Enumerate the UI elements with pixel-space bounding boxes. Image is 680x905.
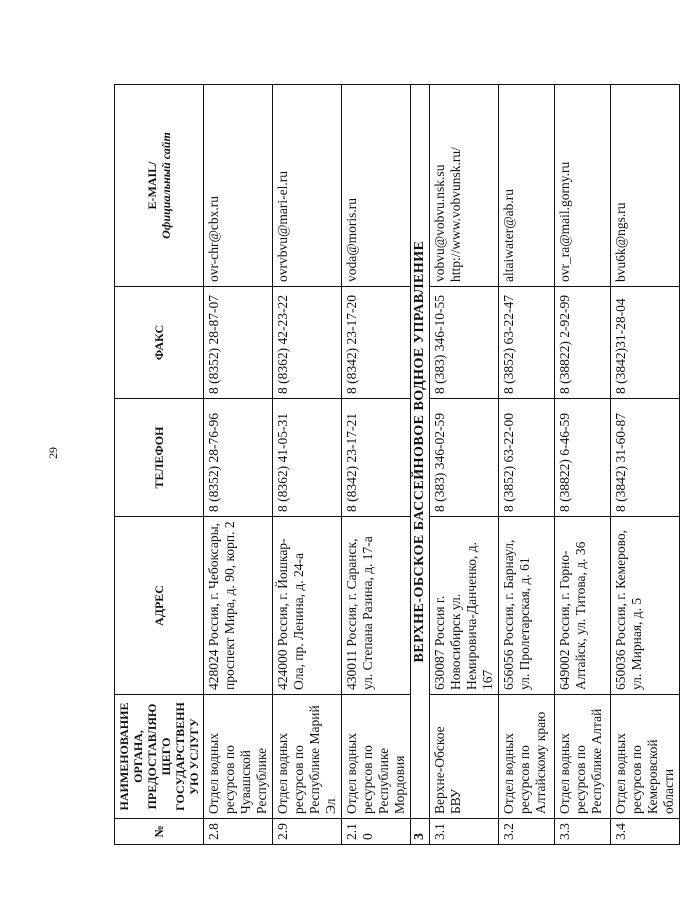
row-fax: 8 (3842)31-28-04 — [611, 287, 680, 399]
page-number: 29 — [46, 447, 60, 459]
header-phone: ТЕЛЕФОН — [115, 399, 204, 517]
rotated-table-container — [114, 85, 676, 845]
row-name: Отдел водных ресурсов по Алтайскому краю — [499, 695, 555, 819]
row-fax: 8 (3852) 63-22-47 — [499, 287, 555, 399]
table-row — [499, 85, 555, 845]
row-num: 3.1 — [430, 819, 499, 845]
table-row — [342, 85, 411, 845]
row-address: 649002 Россия, г. Горно-Алтайск, ул. Титова, д. 36 — [555, 517, 611, 695]
row-num: 2.9 — [273, 819, 342, 845]
row-name: Отдел водных ресурсов по Республике Марий Эл — [273, 695, 342, 819]
row-address: 430011 Россия, г. Саранск, ул. Степана Разина, д. 17-а — [342, 517, 411, 695]
row-email: bvu6k@ngs.ru — [611, 85, 680, 287]
row-phone: 8 (383) 346-02-59 — [430, 399, 499, 517]
table-row — [555, 85, 611, 845]
row-address: 650036 Россия, г. Кемерово, ул. Мирная, д. 5 — [611, 517, 680, 695]
row-phone: 8 (3842) 31-60-87 — [611, 399, 680, 517]
row-name: Отдел водных ресурсов по Чувашской Республике — [204, 695, 273, 819]
section-title: ВЕРХНЕ-ОБСКОЕ БАССЕЙНОВОЕ ВОДНОЕ УПРАВЛЕНИЕ — [411, 85, 430, 819]
table-row — [430, 85, 499, 845]
row-address: 630087 Россия г. Новосибирск ул. Немировича-Данченко, д. 167 — [430, 517, 499, 695]
row-phone: 8 (38822) 6-46-59 — [555, 399, 611, 517]
row-name: Отдел водных ресурсов по Кемеровской области — [611, 695, 680, 819]
table-row — [273, 85, 342, 845]
row-address: 656056 Россия, г. Барнаул, ул. Пролетарская, д. 61 — [499, 517, 555, 695]
row-phone: 8 (8362) 41-05-31 — [273, 399, 342, 517]
table-row — [204, 85, 273, 845]
row-name: Отдел водных ресурсов по Республике Алтай — [555, 695, 611, 819]
water-resources-table — [114, 84, 680, 845]
header-email — [115, 85, 204, 287]
header-website-label: Официальный сайт — [159, 132, 173, 239]
row-fax: 8 (8362) 42-23-22 — [273, 287, 342, 399]
header-address: АДРЕС — [115, 517, 204, 695]
header-fax: ФАКС — [115, 287, 204, 399]
row-phone: 8 (8352) 28-76-96 — [204, 399, 273, 517]
row-num: 2.8 — [204, 819, 273, 845]
row-fax: 8 (8342) 23-17-20 — [342, 287, 411, 399]
header-email-label: E-MAIL/ — [145, 161, 159, 210]
table-header-row — [115, 85, 204, 845]
row-address: 424000 Россия, г. Йошкар-Ола, пр. Ленина, д. 24-а — [273, 517, 342, 695]
row-num: 3.2 — [499, 819, 555, 845]
section-row — [411, 85, 430, 845]
row-email: voda@moris.ru — [342, 85, 411, 287]
row-num: 2.10 — [342, 819, 411, 845]
row-num: 3.4 — [611, 819, 680, 845]
row-address: 428024 Россия, г. Чебоксары, проспект Мира, д. 90, корп. 2 — [204, 517, 273, 695]
row-email: ovr_ra@mail.gorny.ru — [555, 85, 611, 287]
row-phone: 8 (3852) 63-22-00 — [499, 399, 555, 517]
section-num: 3 — [411, 819, 430, 845]
row-email: vobvu@vobvu.nsk.su http://www.vobvunsk.ru/ — [430, 85, 499, 287]
row-email: altaiwater@ab.ru — [499, 85, 555, 287]
row-fax: 8 (383) 346-10-55 — [430, 287, 499, 399]
row-fax: 8 (38822) 2-92-99 — [555, 287, 611, 399]
table-row — [611, 85, 680, 845]
row-phone: 8 (8342) 23-17-21 — [342, 399, 411, 517]
row-email: ovr-chr@cbx.ru — [204, 85, 273, 287]
row-num: 3.3 — [555, 819, 611, 845]
header-name: НАИМЕНОВАНИЕ ОРГАНА, ПРЕДОСТАВЛЯЮЩЕГО ГОСУДАРСТВЕННУЮ УСЛУГУ — [115, 695, 204, 819]
row-fax: 8 (8352) 28-87-07 — [204, 287, 273, 399]
row-name: Отдел водных ресурсов по Республике Мордовия — [342, 695, 411, 819]
header-num: № — [115, 819, 204, 845]
row-email: ovrvbvu@mari-el.ru — [273, 85, 342, 287]
row-name: Верхне-Обское БВУ — [430, 695, 499, 819]
